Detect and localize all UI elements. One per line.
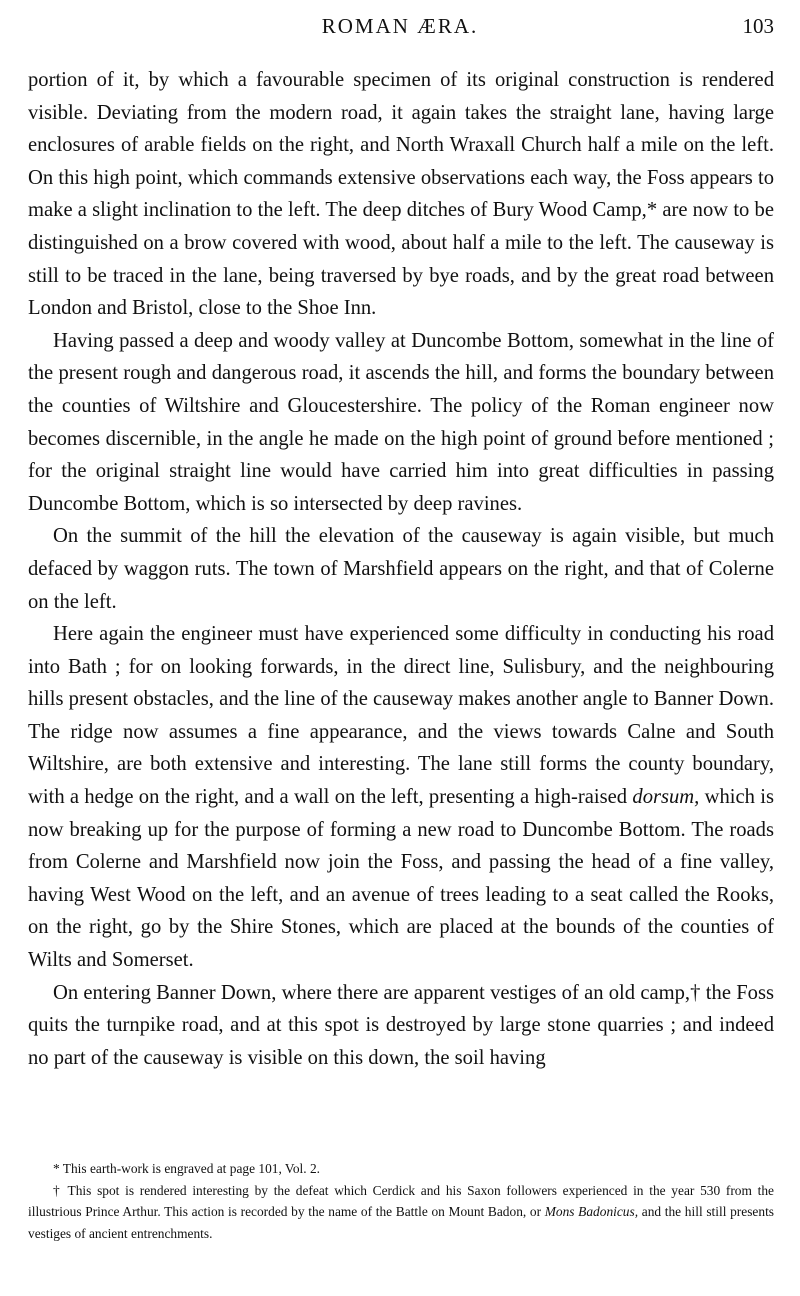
running-title: ROMAN ÆRA. — [321, 14, 479, 38]
footnote-1: * This earth-work is engraved at page 101, Vol. 2. — [53, 1161, 321, 1176]
page-header — [0, 10, 800, 46]
footnote-2 — [28, 1180, 774, 1245]
paragraph-4-text-after: which is now breaking up for the purpose of forming a new road to Duncombe Bottom. The roads from Colerne and Marshfield now join the Foss, and passing the head of a fine valley, having West Wood on the left, and an avenue of trees leading to a seat called the Rooks, on the right, go by the Shire Stones, which are placed at the bounds of the counties of Wilts and Somerset. — [28, 786, 774, 972]
page-number: 103 — [742, 14, 774, 38]
footnote-2-italic: Mons Badonicus, — [544, 1204, 639, 1219]
paragraph-5: On entering Banner Down, where there are apparent vestiges of an old camp,† the Foss quits the turnpike road, and at this spot is destroyed by large stone quarries ; and indeed no part of the causeway is visible on this down, the soil having — [28, 981, 774, 1069]
footnote-2-text-after: and the hill still presents vestiges of ancient entrenchments. — [28, 1204, 774, 1241]
paragraph-3: On the summit of the hill the elevation of the causeway is again visible, but much defaced by waggon ruts. The town of Marshfield appears on the right, and that of Colerne on the left. — [28, 525, 774, 613]
footnote-2-text-before: † This spot is rendered interesting by the defeat which Cerdick and his Saxon followers experienced in the year 530 from the illustrious Prince Arthur. This action is recorded by the name of the Battle on Mount Badon, or — [28, 1182, 774, 1219]
paragraph-1: portion of it, by which a favourable specimen of its original construction is rendered visible. Deviating from the modern road, it again takes the straight lane, having large enclosures of arable fields on the right, and North Wraxall Church half a mile on the left. On this high point, which commands extensive observations each way, the Foss appears to make a slight inclination to the left. The deep ditches of Bury Wood Camp,* are now to be distinguished on a brow covered with wood, about half a mile to the left. The causeway is still to be traced in the lane, being traversed by bye roads, and by the great road between London and Bristol, close to the Shoe Inn. — [28, 69, 774, 320]
body-text — [28, 64, 774, 1074]
footnotes — [28, 1158, 774, 1244]
paragraph-2: Having passed a deep and woody valley at Duncombe Bottom, somewhat in the line of the present rough and dangerous road, it ascends the hill, and forms the boundary between the counties of Wiltshire and Gloucestershire. The policy of the Roman engineer now becomes discernible, in the angle he made on the high point of ground before mentioned ; for the original straight line would have carried him into great difficulties in passing Duncombe Bottom, which is so intersected by deep ravines. — [28, 329, 774, 515]
paragraph-4-text-before: Here again the engineer must have experienced some difficulty in conducting his road into Bath ; for on looking forwards, in the direct line, Sulisbury, and the neighbouring hills present obstacles, and the line of the causeway makes another angle to Banner Down. The ridge now assumes a fine appearance, and the views towards Calne and South Wiltshire, are both extensive and interesting. The lane still forms the county boundary, with a hedge on the right, and a wall on the left, presenting a high-raised — [28, 623, 774, 809]
paragraph-4-italic: dorsum, — [632, 786, 700, 809]
paragraph-4 — [28, 618, 774, 977]
